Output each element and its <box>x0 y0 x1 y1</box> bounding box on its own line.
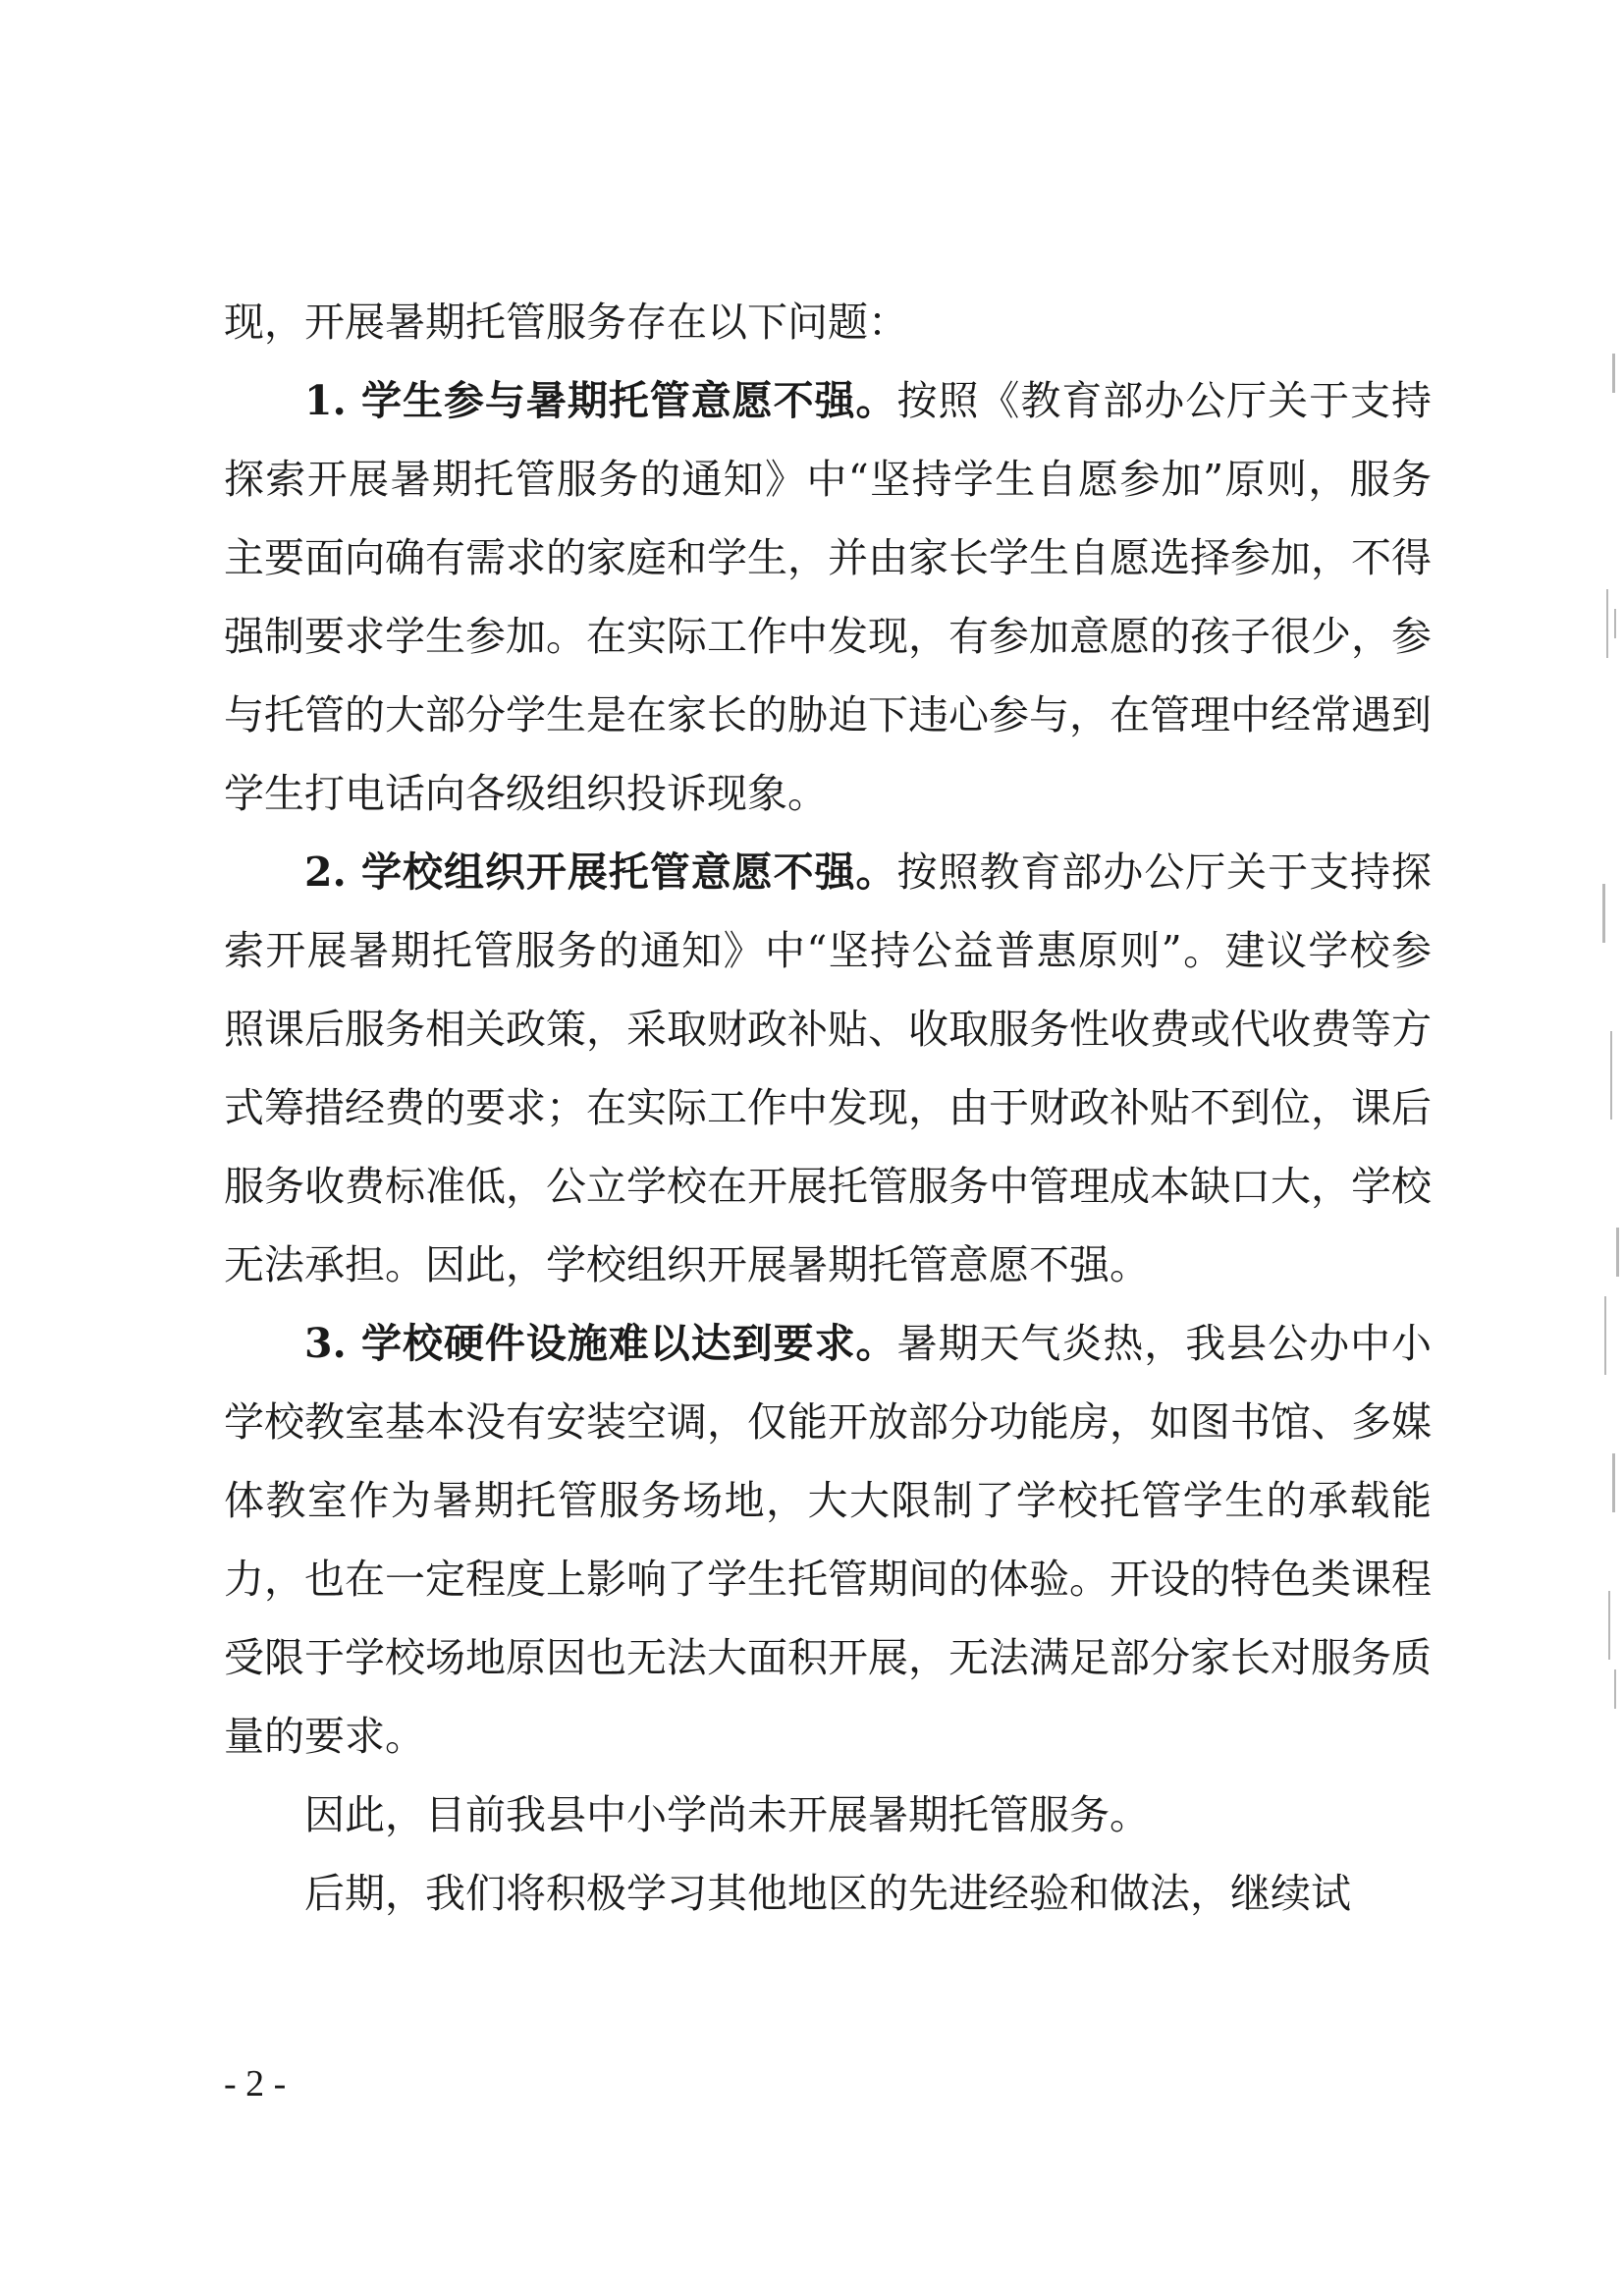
paragraph-heading: 3. 学校硬件设施难以达到要求。 <box>304 1320 897 1367</box>
paragraph-heading: 2. 学校组织开展托管意愿不强。 <box>304 848 897 896</box>
paragraph-text: 现，开展暑期托管服务存在以下问题： <box>224 299 908 346</box>
paragraph-text: 后期，我们将积极学习其他地区的先进经验和做法，继续试 <box>304 1870 1351 1917</box>
paragraph-text: 按照教育部办公厅关于支持探索开展暑期托管服务的通知》中“坚持公益普惠原则”。建议学校参照课后服务相关政策，采取财政补贴、收取服务性收费或代收费等方式筹措经费的要求；在实际工作中发现，由于财政补贴不到位，课后服务收费标准低，公立学校在开展托管服务中管理成本缺口大，学校无法承担。因此，学校组织开展暑期托管意愿不强。 <box>224 848 1433 1288</box>
paragraph-text: 按照《教育部办公厅关于支持探索开展暑期托管服务的通知》中“坚持学生自愿参加”原则，服务主要面向确有需求的家庭和学生，并由家长学生自愿选择参加，不得强制要求学生参加。在实际工作中发现，有参加意愿的孩子很少，参与托管的大部分学生是在家长的胁迫下违心参与，在管理中经常遇到学生打电话向各级组织投诉现象。 <box>224 377 1433 817</box>
paragraph-issue-2 <box>224 833 1432 1304</box>
scan-edge-artifacts <box>1555 0 1624 2296</box>
paragraph-text: 暑期天气炎热，我县公办中小学校教室基本没有安装空调，仅能开放部分功能房，如图书馆、多媒体教室作为暑期托管服务场地，大大限制了学校托管学生的承载能力，也在一定程度上影响了学生托管期间的体验。开设的特色类课程受限于学校场地原因也无法大面积开展，无法满足部分家长对服务质量的要求。 <box>224 1320 1433 1760</box>
paragraph-issue-3 <box>224 1304 1432 1776</box>
page-number: - 2 - <box>224 2063 287 2105</box>
paragraph-heading: 1. 学生参与暑期托管意愿不强。 <box>304 377 897 424</box>
paragraph-next-steps <box>224 1854 1432 1933</box>
document-body <box>224 283 1432 1933</box>
paragraph-conclusion <box>224 1776 1432 1854</box>
paragraph-intro <box>224 283 1432 361</box>
paragraph-issue-1 <box>224 361 1432 833</box>
paragraph-text: 因此，目前我县中小学尚未开展暑期托管服务。 <box>304 1791 1150 1838</box>
